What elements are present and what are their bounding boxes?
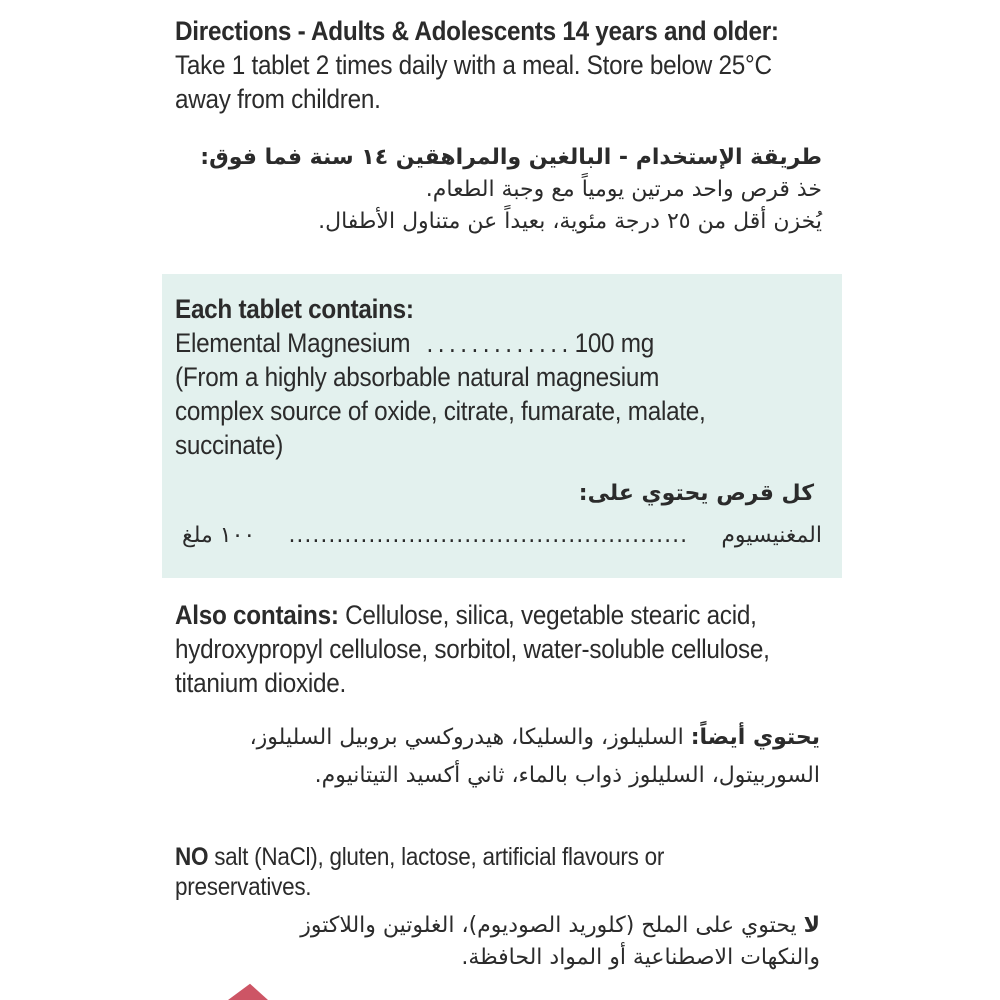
ingredient-ar-row bbox=[182, 520, 822, 552]
also-text: Cellulose, silica, vegetable stearic acid, hydroxypropyl cellulose, sorbitol, water-soluble cellulose, titanium dioxide. bbox=[175, 600, 770, 698]
ingredient-ar-dots: .................................................. bbox=[288, 523, 689, 548]
contents-ar-heading: كل قرص يحتوي على: bbox=[578, 481, 814, 506]
also-en bbox=[175, 598, 823, 700]
directions-ar-heading: طريقة الإستخدام - البالغين والمراهقين ١٤ سنة فما فوق: bbox=[200, 145, 822, 170]
free-from-heading: NO bbox=[175, 843, 209, 871]
contents-note: (From a highly absorbable natural magnesium complex source of oxide, citrate, fumarate, malate, succinate) bbox=[175, 362, 706, 460]
directions-ar bbox=[122, 142, 822, 238]
ingredient-ar-name: المغنيسيوم bbox=[721, 523, 822, 548]
free-from-text: salt (NaCl), gluten, lactose, artificial flavours or preservatives. bbox=[175, 843, 665, 901]
directions-en bbox=[175, 14, 787, 116]
also-ar-heading: يحتوي أيضاً: bbox=[690, 725, 820, 750]
free-from-ar bbox=[140, 910, 820, 974]
contents-heading: Each tablet contains: bbox=[175, 294, 414, 324]
contents-en bbox=[175, 292, 769, 462]
ingredient-ar-amount: ١٠٠ ملغ bbox=[182, 523, 256, 548]
free-from-en bbox=[175, 842, 715, 902]
directions-ar-line2: يُخزن أقل من ٢٥ درجة مئوية، بعيداً عن متناول الأطفال. bbox=[318, 209, 822, 234]
ingredient-row bbox=[175, 326, 769, 360]
packaging-accent-shape bbox=[228, 982, 268, 1000]
also-ar bbox=[140, 722, 820, 792]
free-from-ar-heading: لا bbox=[803, 913, 820, 938]
also-heading: Also contains: bbox=[175, 600, 339, 630]
directions-text: Take 1 tablet 2 times daily with a meal. Store below 25°C away from children. bbox=[175, 50, 772, 114]
directions-heading: Directions - Adults & Adolescents 14 years and older: bbox=[175, 16, 779, 46]
ingredient-amount: 100 mg bbox=[574, 328, 655, 358]
also-ar-line1: السليلوز، والسليكا، هيدروكسي بروبيل السليلوز، bbox=[249, 725, 684, 750]
free-from-ar-line2: والنكهات الاصطناعية أو المواد الحافظة. bbox=[461, 945, 820, 970]
free-from-ar-line1: يحتوي على الملح (كلوريد الصوديوم)، الغلوتين واللاكتوز bbox=[300, 913, 797, 938]
directions-ar-line1: خذ قرص واحد مرتين يومياً مع وجبة الطعام. bbox=[425, 177, 822, 202]
also-ar-line2: السوربيتول، السليلوز ذواب بالماء، ثاني أكسيد التيتانيوم. bbox=[314, 763, 820, 788]
contents-ar bbox=[182, 478, 822, 552]
ingredient-name: Elemental Magnesium bbox=[175, 328, 411, 358]
ingredient-dots: ............. bbox=[426, 328, 573, 358]
